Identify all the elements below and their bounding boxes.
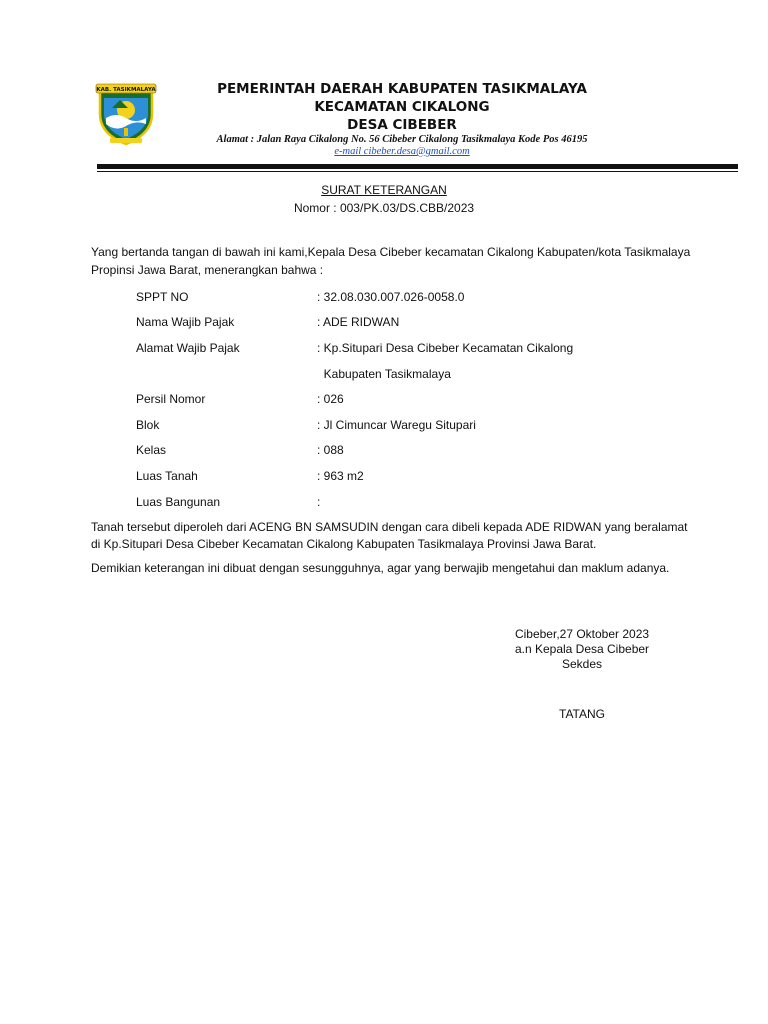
letterhead-divider-thin	[97, 171, 738, 172]
letterhead-district: KECAMATAN CIKALONG	[314, 99, 490, 115]
detail-row	[136, 443, 696, 461]
detail-row	[136, 392, 696, 410]
detail-row	[136, 341, 696, 359]
document-number: Nomor : 003/PK.03/DS.CBB/2023	[293, 201, 475, 215]
document-title: SURAT KETERANGAN	[321, 183, 447, 197]
signature-role: Sekdes	[561, 657, 603, 671]
intro-paragraph: Yang bertanda tangan di bawah ini kami,Kepala Desa Cibeber kecamatan Cikalong Kabupaten/kota Tasikmalaya Propinsi Jawa Barat, menerangkan bahwa :	[91, 245, 691, 277]
closing-paragraph: Demikian keterangan ini dibuat dengan sesungguhnya, agar yang berwajib mengetahui dan maklum adanya.	[91, 561, 670, 575]
detail-value: : Kp.Situpari Desa Cibeber Kecamatan Cikalong	[317, 341, 574, 355]
letterhead-divider-thick	[97, 164, 738, 169]
detail-value: : Jl Cimuncar Waregu Situpari	[317, 418, 476, 432]
detail-value: : 32.08.030.007.026-0058.0	[317, 290, 465, 304]
letterhead-village: DESA CIBEBER	[347, 117, 457, 133]
detail-row	[136, 367, 696, 385]
detail-value: : 026	[317, 392, 344, 406]
land-origin-paragraph: Tanah tersebut diperoleh dari ACENG BN SAMSUDIN dengan cara dibeli kepada ADE RIDWAN yang beralamat di Kp.Situpari Desa Cibeber Kecamatan Cikalong Kabupaten Tasikmalaya Provinsi Jawa Barat.	[91, 520, 688, 551]
signature-on-behalf: a.n Kepala Desa Cibeber	[514, 642, 650, 656]
detail-value: : 088	[317, 443, 344, 457]
detail-row	[136, 418, 696, 436]
detail-value: :	[317, 495, 321, 509]
detail-label: Blok	[136, 418, 160, 432]
detail-row	[136, 495, 696, 513]
detail-value: : ADE RIDWAN	[317, 315, 400, 329]
detail-label: Luas Tanah	[136, 469, 198, 483]
signatory-name: TATANG	[559, 707, 605, 721]
detail-row	[136, 290, 696, 308]
detail-label: SPPT NO	[136, 290, 189, 304]
detail-row	[136, 469, 696, 487]
letterhead-government: PEMERINTAH DAERAH KABUPATEN TASIKMALAYA	[217, 81, 587, 97]
detail-value: : 963 m2	[317, 469, 364, 483]
detail-label: Alamat Wajib Pajak	[136, 341, 240, 355]
detail-value: Kabupaten Tasikmalaya	[317, 367, 451, 381]
detail-label: Kelas	[136, 443, 167, 457]
regency-emblem-icon	[94, 80, 158, 146]
detail-label: Luas Bangunan	[136, 495, 221, 509]
detail-label: Persil Nomor	[136, 392, 206, 406]
detail-label: Nama Wajib Pajak	[136, 315, 235, 329]
letterhead-address: Alamat : Jalan Raya Cikalong No. 56 Cibeber Cikalong Tasikmalaya Kode Pos 46195	[216, 134, 588, 145]
signature-place-date: Cibeber,27 Oktober 2023	[514, 627, 650, 641]
emblem-banner-text: KAB. TASIKMALAYA	[96, 87, 156, 93]
detail-row	[136, 315, 696, 333]
letterhead-email-link[interactable]: e-mail cibeber.desa@gmail.com	[334, 146, 470, 157]
